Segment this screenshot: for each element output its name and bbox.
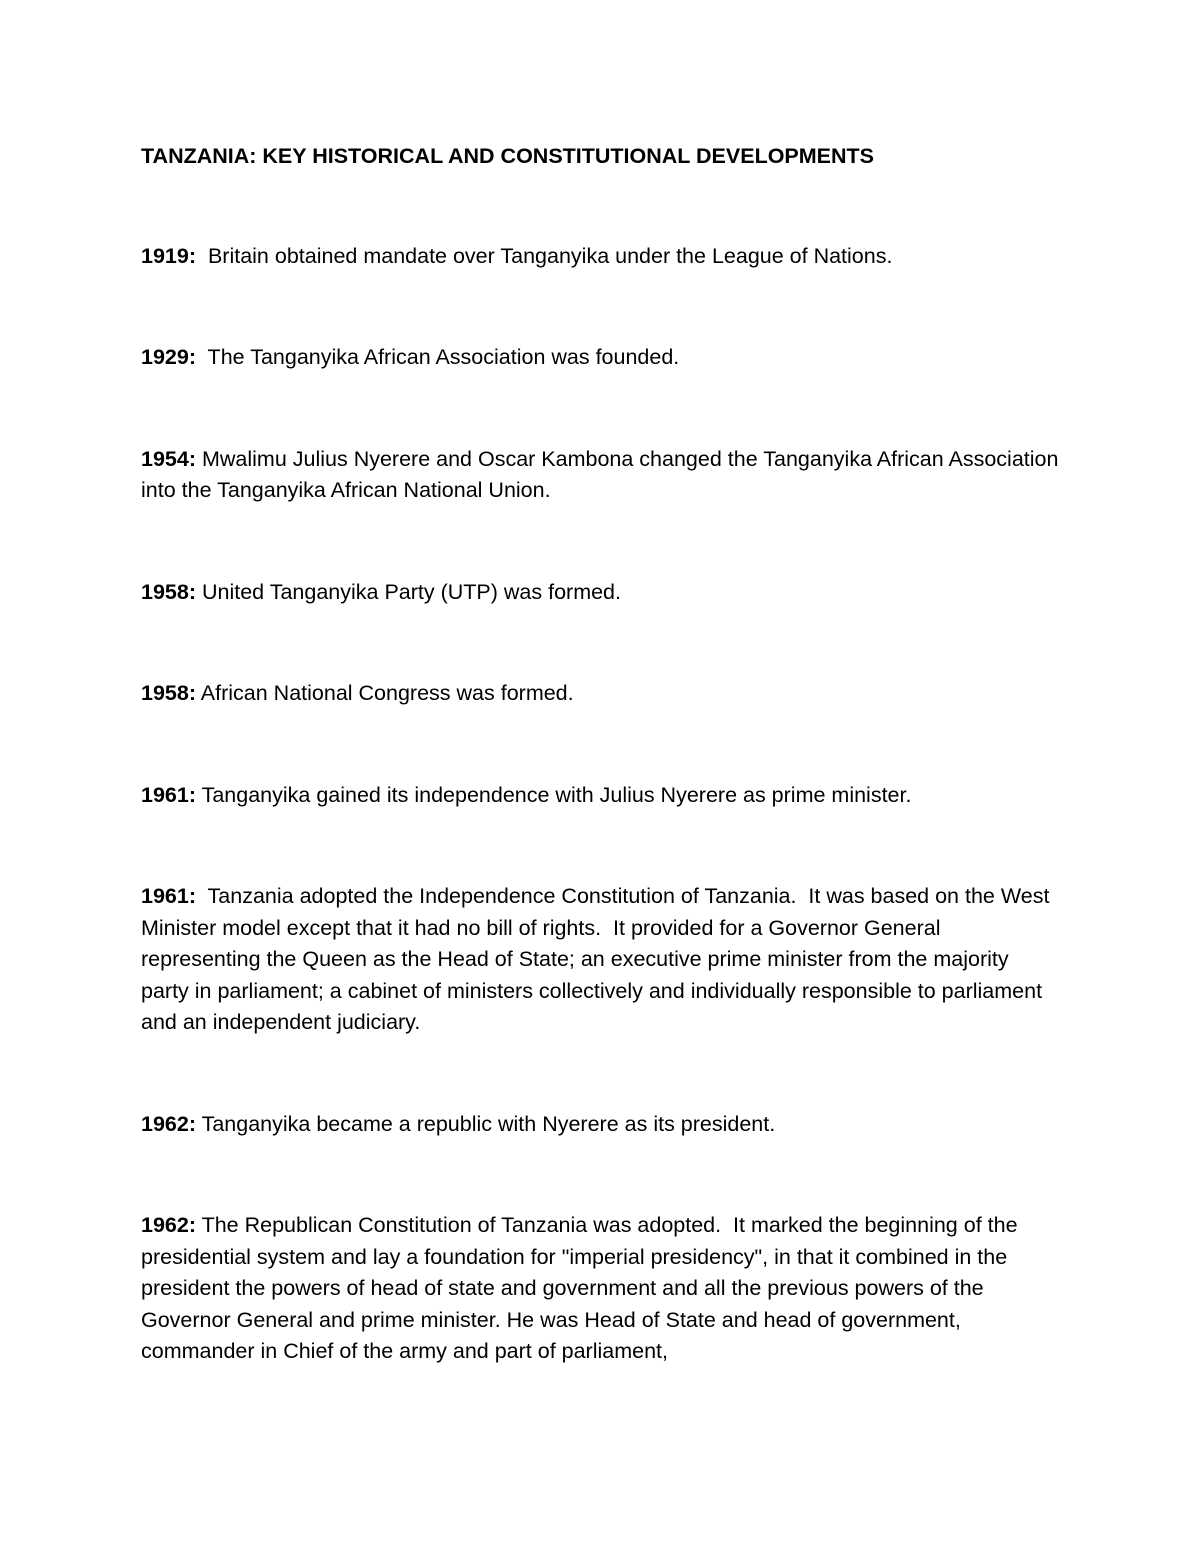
entry-year: 1962: <box>141 1213 196 1237</box>
entry-year: 1958: <box>141 579 196 604</box>
entry-text: United Tanganyika Party (UTP) was formed. <box>196 579 621 604</box>
entry-text: The Republican Constitution of Tanzania was adopted. It marked the beginning of the presidential system and lay a foundation for "imperial presidency", in that it combined in the president the powers of head of state and government and all the previous powers of the Governor General and prime minister. He was Head of State and head of government, commander in Chief of the army and part of parliament, <box>141 1213 1024 1363</box>
entry-year: 1929: <box>141 345 196 369</box>
timeline-entry-1919 <box>141 241 1061 273</box>
timeline-entry-1929 <box>141 342 1061 374</box>
entry-text: African National Congress was formed. <box>196 681 574 705</box>
entry-year: 1958: <box>141 681 196 705</box>
entry-text: Britain obtained mandate over Tanganyika under the League of Nations. <box>196 243 893 268</box>
timeline-entry-1958-utp <box>141 577 1061 609</box>
entry-year: 1961: <box>141 884 196 908</box>
timeline-entry-1958-anc <box>141 678 1061 710</box>
entry-text: The Tanganyika African Association was founded. <box>196 345 680 369</box>
entry-text: Mwalimu Julius Nyerere and Oscar Kambona changed the Tanganyika African Association into the Tanganyika African National Union. <box>141 446 1059 502</box>
document-title: TANZANIA: KEY HISTORICAL AND CONSTITUTIONAL DEVELOPMENTS <box>141 144 875 168</box>
entry-text: Tanganyika gained its independence with Julius Nyerere as prime minister. <box>196 782 912 807</box>
entry-text: Tanganyika became a republic with Nyerere as its president. <box>196 1111 776 1136</box>
timeline-entry-1962-republic <box>141 1109 1061 1141</box>
timeline-entry-1962-constitution <box>141 1210 1061 1368</box>
document-body <box>141 141 1061 1368</box>
timeline-entry-1961-independence <box>141 780 1061 812</box>
timeline-entry-1961-constitution <box>141 881 1061 1039</box>
entry-year: 1954: <box>141 446 196 471</box>
entry-text: Tanzania adopted the Independence Constitution of Tanzania. It was based on the West Minister model except that it had no bill of rights. It provided for a Governor General representing the Queen as the Head of State; an executive prime minister from the majority party in parliament; a cabinet of ministers collectively and individually responsible to parliament and an independent judiciary. <box>141 884 1056 1034</box>
entry-year: 1961: <box>141 782 196 807</box>
entry-year: 1919: <box>141 243 196 268</box>
entry-year: 1962: <box>141 1111 196 1136</box>
timeline-entry-1954 <box>141 444 1061 507</box>
